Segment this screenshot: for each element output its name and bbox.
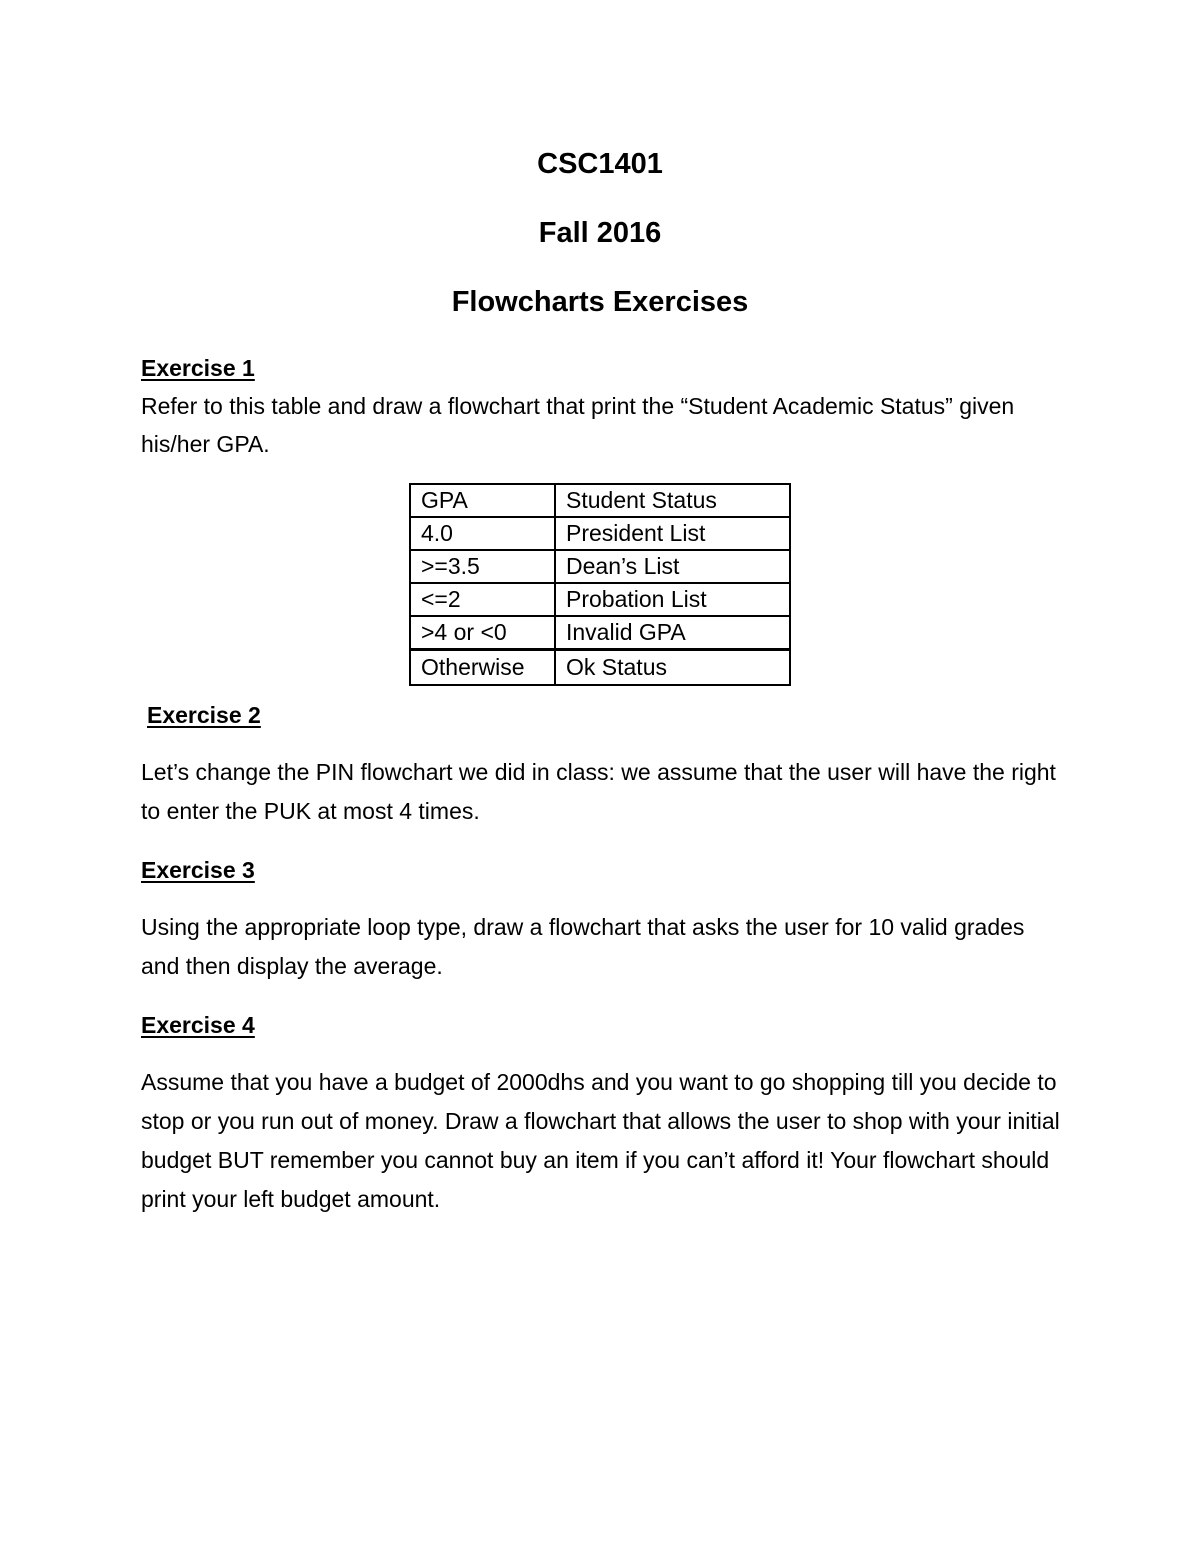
table-cell-gpa: 4.0 [410,517,555,550]
table-cell-status: Dean’s List [555,550,790,583]
table-row [410,550,790,583]
table-row [410,583,790,616]
table-row [410,650,790,686]
table-cell-gpa: <=2 [410,583,555,616]
exercise-2-text: Let’s change the PIN flowchart we did in class: we assume that the user will have the right to enter the PUK at most 4 times. [141,759,1056,824]
table-header-cell: Student Status [555,484,790,517]
page-title: Flowcharts Exercises [451,286,749,318]
exercise-3-heading: Exercise 3 [141,857,255,883]
table-cell-status: Invalid GPA [555,616,790,650]
table-cell-status: Ok Status [555,650,790,686]
course-code: CSC1401 [537,148,663,180]
term: Fall 2016 [538,217,662,249]
exercise-1-heading: Exercise 1 [141,355,255,381]
table-cell-status: President List [555,517,790,550]
gpa-status-table [409,483,791,686]
exercise-1-text: Refer to this table and draw a flowchart that print the “Student Academic Status” given his/her GPA. [141,393,1015,457]
table-row [410,517,790,550]
table-cell-gpa: Otherwise [410,650,555,686]
exercise-3-text: Using the appropriate loop type, draw a flowchart that asks the user for 10 valid grades and then display the average. [141,914,1025,979]
table-header-row [410,484,790,517]
exercise-4-text: Assume that you have a budget of 2000dhs and you want to go shopping till you decide to stop or you run out of money. Draw a flowchart that allows the user to shop with your initial budget BUT remember you cannot buy an item if you can’t afford it! Your flowchart should print your left budget amount. [141,1069,1060,1212]
table-header-cell: GPA [410,484,555,517]
table-cell-gpa: >4 or <0 [410,616,555,650]
table-row [410,616,790,650]
table-cell-status: Probation List [555,583,790,616]
table-cell-gpa: >=3.5 [410,550,555,583]
exercise-4-heading: Exercise 4 [141,1012,255,1038]
exercise-2-heading: Exercise 2 [147,702,261,728]
